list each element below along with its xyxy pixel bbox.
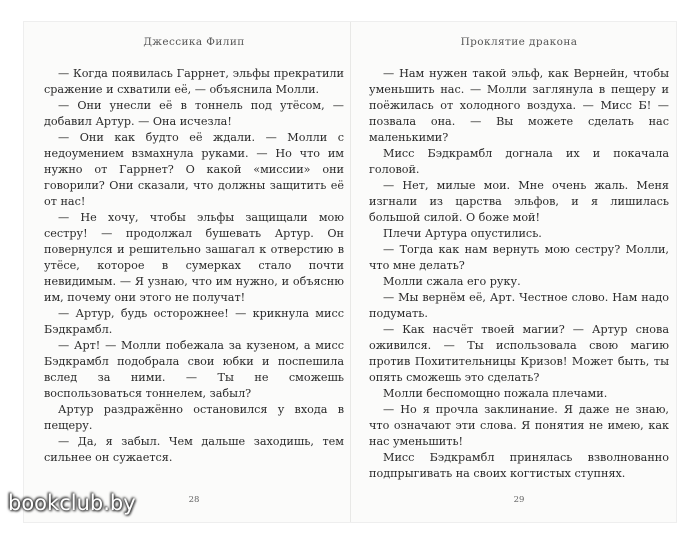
paragraph: Мисс Бэдкрамбл догнала их и покачала головой. [369, 147, 669, 176]
right-page [369, 22, 669, 522]
paragraph: — Нет, милые мои. Мне очень жаль. Меня изгнали из царства эльфов, и я лишилась большой силой. О боже мой! [369, 179, 669, 224]
paragraph: Плечи Артура опустились. [383, 227, 542, 240]
paragraph: — Они как будто её ждали. — Молли с недоумением взмахнула руками. — Но что им нужно от Гаррнет? О какой «миссии» они говорили? Они сказали, что должны защитить её от нас! [44, 131, 344, 208]
left-page-text [44, 66, 344, 466]
page-number: 29 [513, 495, 525, 505]
paragraph: Мисс Бэдкрамбл принялась взволнованно подпрыгивать на своих когтистых ступнях. [369, 451, 669, 480]
paragraph: Молли сжала его руку. [383, 275, 521, 288]
paragraph: — Арт! — Молли побежала за кузеном, а мисс Бэдкрамбл подобрала свои юбки и поспешила вслед за ними. — Ты не сможешь воспользоваться тоннелем, забыл? [44, 339, 344, 400]
running-head-author: Джессика Филип [143, 36, 245, 48]
book-spread [24, 22, 676, 522]
paragraph: — Но я прочла заклинание. Я даже не знаю, что означают эти слова. Я понятия не имею, как нас уменьшить! [369, 403, 669, 448]
right-page-text [369, 66, 669, 482]
paragraph: Молли беспомощно пожала плечами. [383, 387, 608, 400]
paragraph: Артур раздражённо остановился у входа в пещеру. [44, 403, 344, 432]
left-page [44, 22, 344, 522]
paragraph: — Мы вернём её, Арт. Честное слово. Нам надо подумать. [369, 291, 669, 320]
watermark-logo: bookclub.by [8, 491, 136, 515]
paragraph: — Не хочу, чтобы эльфы защищали мою сестру! — продолжал бушевать Артур. Он повернулся и решительно зашагал к отверстию в утёсе, которое в сумерках стало почти невидимым. — Я узнаю, что им нужно, и объясню им, почему они этого не получат! [44, 211, 344, 304]
running-head-title: Проклятие дракона [460, 36, 578, 48]
paragraph: — Как насчёт твоей магии? — Артур снова оживился. — Ты использовала свою магию против Похитительницы Кризов! Может быть, ты опять сможешь это сделать? [369, 323, 669, 384]
paragraph: — Нам нужен такой эльф, как Вернейн, чтобы уменьшить нас. — Молли заглянула в пещеру и поёжилась от холодного воздуха. — Мисс Б! — позвала она. — Вы можете сделать нас маленькими? [369, 67, 669, 144]
paragraph: — Тогда как нам вернуть мою сестру? Молли, что мне делать? [369, 243, 669, 272]
gutter-divider [350, 22, 351, 522]
paragraph: — Когда появилась Гаррнет, эльфы прекратили сражение и схватили её, — объяснила Молли. [44, 67, 344, 96]
paragraph: — Артур, будь осторожнее! — крикнула мисс Бэдкрамбл. [44, 307, 344, 336]
page-number: 28 [188, 495, 200, 505]
paragraph: — Да, я забыл. Чем дальше заходишь, тем сильнее он сужается. [44, 435, 344, 464]
paragraph: — Они унесли её в тоннель под утёсом, — добавил Артур. — Она исчезла! [44, 99, 344, 128]
